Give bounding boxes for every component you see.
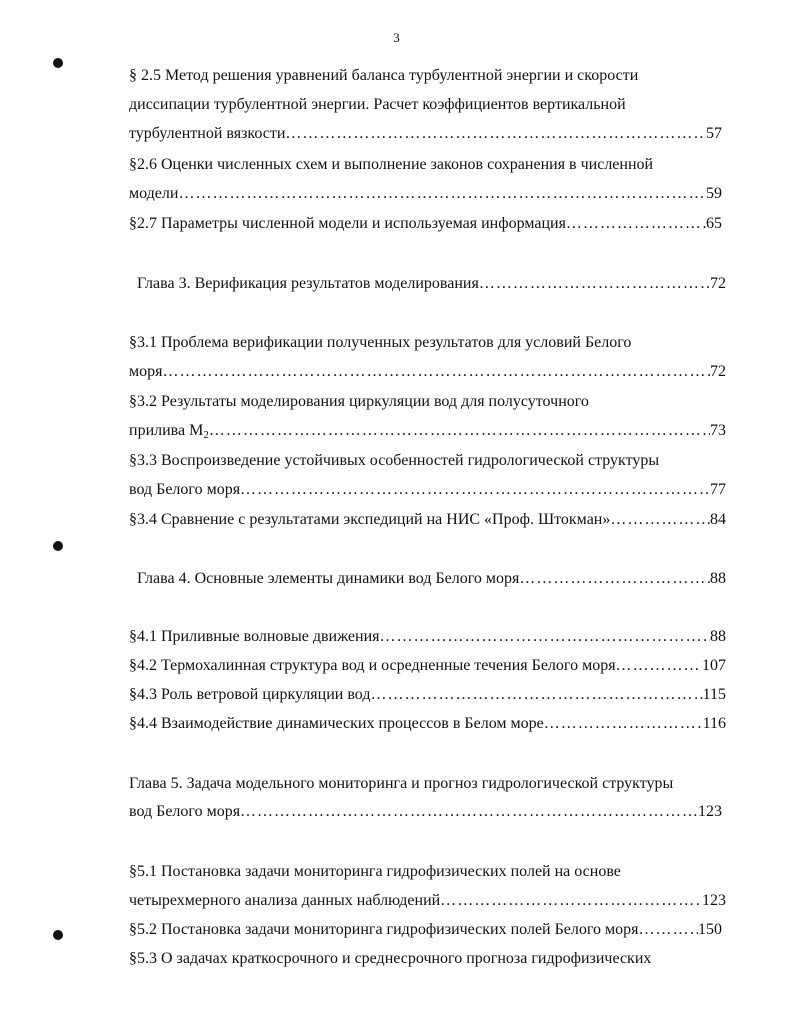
toc-entry-3-3-text: вод Белого моря <box>129 481 241 498</box>
toc-entry-4-3 <box>129 686 726 704</box>
toc-entry-2-6-line2 <box>129 185 722 203</box>
toc-entry-3-2-line2 <box>129 422 726 441</box>
toc-chapter-3-title: Глава 3. Верификация результатов моделирования <box>137 275 479 292</box>
toc-entry-3-2-line1: §3.2 Результаты моделирования циркуляции вод для полусуточного <box>129 393 589 410</box>
toc-entry-4-4-page: 116 <box>702 715 726 732</box>
toc-chapter-5-line2 <box>129 803 722 821</box>
toc-entry-5-1-text: четырехмерного анализа данных наблюдений <box>129 892 441 909</box>
toc-entry-3-2-text-main: прилива M <box>129 422 204 439</box>
leader-dots <box>479 275 710 293</box>
toc-entry-2-7-text: §2.7 Параметры численной модели и используемая информация <box>129 215 566 232</box>
leader-dots <box>544 715 703 733</box>
toc-entry-3-2-text <box>129 422 209 441</box>
toc-entry-3-3-line2 <box>129 481 726 499</box>
leader-dots <box>380 628 710 646</box>
leader-dots <box>209 422 710 440</box>
toc-entry-2-6-page: 59 <box>706 185 722 202</box>
leader-dots <box>519 570 710 588</box>
toc-entry-3-3-page: 77 <box>710 481 726 498</box>
toc-entry-4-1-text: §4.1 Приливные волновые движения <box>129 628 380 645</box>
leader-dots <box>370 686 702 704</box>
toc-chapter-5-page: 123 <box>698 803 722 820</box>
toc-entry-2-7-page: 65 <box>706 215 722 232</box>
toc-entry-5-2-page: 150 <box>698 921 722 938</box>
toc-entry-2-5-line1: § 2.5 Метод решения уравнений баланса турбулентной энергии и скорости <box>129 67 639 84</box>
toc-entry-5-2-text: §5.2 Постановка задачи мониторинга гидрофизических полей Белого моря <box>129 921 639 938</box>
toc-entry-3-4 <box>129 511 726 529</box>
toc-entry-3-3-line1: §3.3 Воспроизведение устойчивых особенностей гидрологической структуры <box>129 452 660 469</box>
page-number: 3 <box>393 30 400 45</box>
toc-entry-4-2 <box>129 657 726 675</box>
leader-dots <box>616 657 702 675</box>
toc-entry-2-5-page: 57 <box>706 125 722 142</box>
toc-entry-3-1-line2 <box>129 363 726 381</box>
toc-entry-3-4-page: 84 <box>710 511 726 528</box>
toc-entry-4-2-text: §4.2 Термохалинная структура вод и осредненные течения Белого моря <box>129 657 616 674</box>
toc-entry-5-2 <box>129 921 722 939</box>
toc-entry-5-3-line1: §5.3 О задачах краткосрочного и среднесрочного прогноза гидрофизических <box>129 950 652 967</box>
leader-dots <box>440 892 702 910</box>
toc-chapter-3-page: 72 <box>710 275 726 292</box>
leader-dots <box>610 511 710 529</box>
toc-entry-5-1-line2 <box>129 892 726 910</box>
toc-entry-3-1-text: моря <box>129 363 163 380</box>
toc-entry-2-6-line1: §2.6 Оценки численных схем и выполнение законов сохранения в численной <box>129 156 654 173</box>
toc-entry-3-2-subscript: 2 <box>203 429 209 441</box>
toc-chapter-5-text: вод Белого моря <box>129 803 241 820</box>
toc-entry-2-5-text: турбулентной вязкости <box>129 125 286 142</box>
toc-entry-3-1-page: 72 <box>710 363 726 380</box>
toc-entry-5-1-page: 123 <box>702 892 726 909</box>
leader-dots <box>240 481 710 499</box>
leader-dots <box>162 363 710 381</box>
toc-entry-4-3-text: §4.3 Роль ветровой циркуляции вод <box>129 686 371 703</box>
toc-chapter-3 <box>137 275 726 293</box>
toc-entry-2-5-line3 <box>129 125 722 143</box>
leader-dots <box>178 185 706 203</box>
toc-entry-4-2-page: 107 <box>702 657 726 674</box>
toc-entry-4-1-page: 88 <box>710 628 726 645</box>
toc-entry-3-4-text: §3.4 Сравнение с результатами экспедиций на НИС «Проф. Штокман» <box>129 511 611 528</box>
toc-entry-2-5-line2: диссипации турбулентной энергии. Расчет коэффициентов вертикальной <box>129 96 626 113</box>
toc-chapter-4-title: Глава 4. Основные элементы динамики вод Белого моря <box>137 570 520 587</box>
toc-chapter-4-page: 88 <box>710 570 726 587</box>
leader-dots <box>285 125 706 143</box>
toc-entry-3-2-page: 73 <box>710 422 726 439</box>
toc-entry-2-6-text: модели <box>129 185 179 202</box>
toc-entry-5-1-line1: §5.1 Постановка задачи мониторинга гидрофизических полей на основе <box>129 863 621 880</box>
toc-entry-2-7 <box>129 215 722 233</box>
toc-chapter-4 <box>137 570 726 588</box>
toc-entry-4-4 <box>129 715 726 733</box>
leader-dots <box>240 803 698 821</box>
toc-entry-3-1-line1: §3.1 Проблема верификации полученных результатов для условий Белого <box>129 334 632 351</box>
leader-dots <box>639 921 698 939</box>
leader-dots <box>566 215 706 233</box>
toc-entry-4-1 <box>129 628 726 646</box>
toc-entry-4-3-page: 115 <box>702 686 726 703</box>
toc-chapter-5-line1: Глава 5. Задача модельного мониторинга и прогноз гидрологической структуры <box>129 775 674 792</box>
toc-entry-4-4-text: §4.4 Взаимодействие динамических процессов в Белом море <box>129 715 544 732</box>
